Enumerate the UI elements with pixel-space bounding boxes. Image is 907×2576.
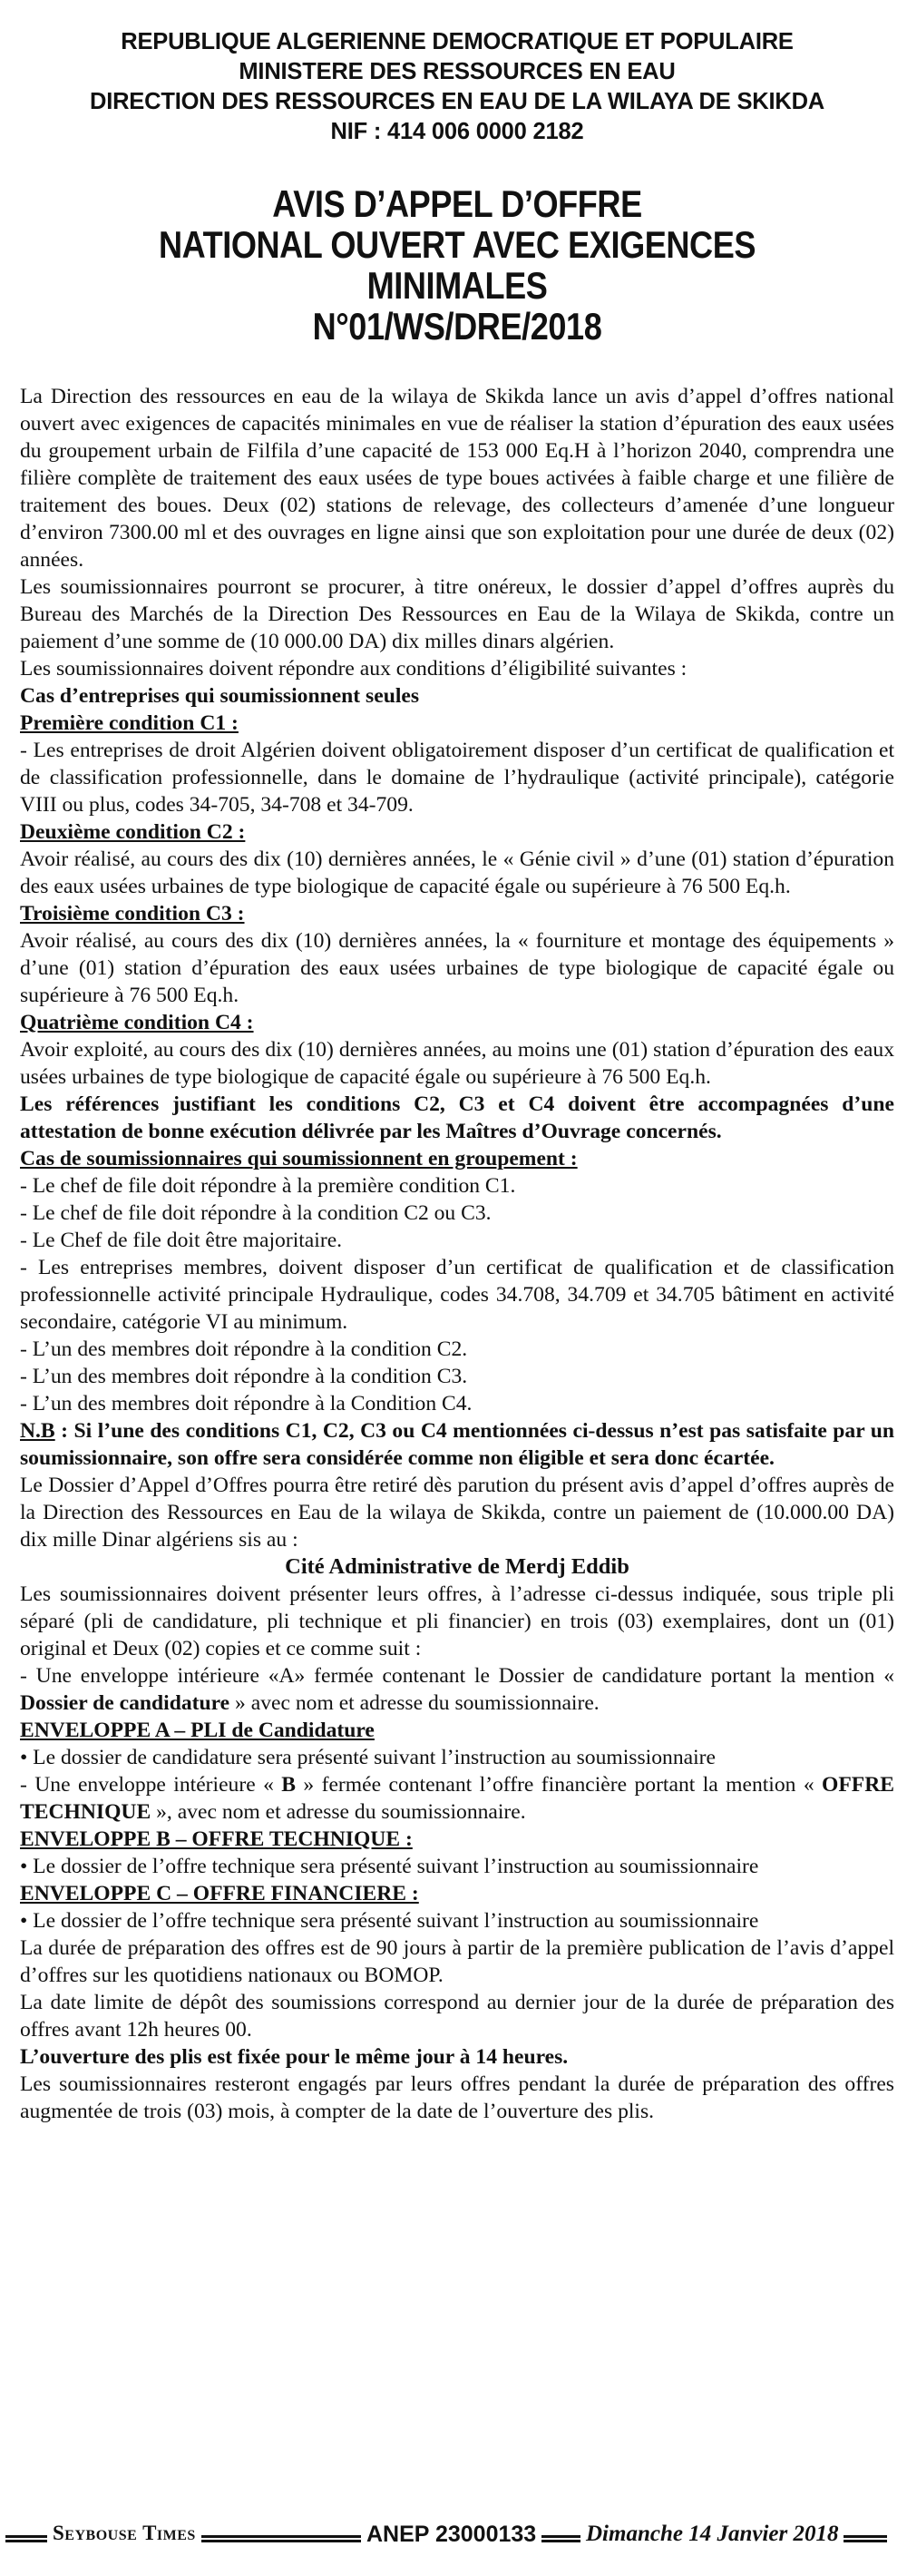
nb-paragraph bbox=[20, 1417, 894, 1472]
deadline-paragraph: La date limite de dépôt des soumissions correspond au dernier jour de la durée de préparation des offres avant 12h heures 00. bbox=[20, 1991, 894, 2042]
envelope-c-item: • Le dossier de l’offre technique sera présenté suivant l’instruction au soumissionnaire bbox=[20, 1909, 759, 1933]
envelope-a-intro-end: » avec nom et adresse du soumissionnaire. bbox=[229, 1691, 600, 1715]
notice-body bbox=[20, 383, 894, 2125]
duration-paragraph: La durée de préparation des offres est de 90 jours à partir de la première publication de l’avis d’appel d’offres sur les quotidiens nationaux ou BOMOP. bbox=[20, 1936, 894, 1987]
case-group-heading: Cas de soumissionnaires qui soumissionnent en groupement : bbox=[20, 1147, 578, 1170]
title-line-1: AVIS D’APPEL D’OFFRE bbox=[272, 182, 642, 225]
references-paragraph: Les références justifiant les conditions C2, C3 et C4 doivent être accompagnées d’une attestation de bonne exécution délivrée par les Maîtres d’Ouvrage concernés. bbox=[20, 1092, 894, 1143]
envelope-b-item: • Le dossier de l’offre technique sera présenté suivant l’instruction au soumissionnaire bbox=[20, 1855, 759, 1878]
group-item: - L’un des membres doit répondre à la condition C3. bbox=[20, 1365, 468, 1388]
envelope-a-item: • Le dossier de candidature sera présenté suivant l’instruction au soumissionnaire bbox=[20, 1746, 716, 1769]
address-line: Cité Administrative de Merdj Eddib bbox=[285, 1554, 629, 1579]
group-item: - L’un des membres doit répondre à la Condition C4. bbox=[20, 1392, 473, 1415]
eligibility-paragraph: Les soumissionnaires doivent répondre aux conditions d’éligibilité suivantes : bbox=[20, 657, 688, 681]
footer bbox=[0, 2513, 907, 2561]
title-line-2: NATIONAL OUVERT AVEC EXIGENCES MINIMALES bbox=[158, 223, 756, 307]
case-alone-heading: Cas d’entreprises qui soumissionnent seules bbox=[20, 684, 420, 708]
group-item: - L’un des membres doit répondre à la condition C2. bbox=[20, 1337, 468, 1361]
condition-c4-heading: Quatrième condition C4 : bbox=[20, 1011, 254, 1034]
envelope-a-heading: ENVELOPPE A – PLI de Candidature bbox=[20, 1719, 375, 1742]
header bbox=[20, 27, 894, 147]
publication-name: Seybouse Times bbox=[47, 2522, 201, 2545]
engagement-paragraph: Les soumissionnaires resteront engagés par leurs offres pendant la durée de préparation des offres augmentée de trois (03) mois, à compter de la date de l’ouverture des plis. bbox=[20, 2072, 894, 2123]
group-item: - Le chef de file doit répondre à la première condition C1. bbox=[20, 1174, 516, 1198]
envelope-b-intro bbox=[20, 1771, 894, 1826]
title-line-3: N°01/WS/DRE/2018 bbox=[312, 305, 602, 348]
republic-line: REPUBLIQUE ALGERIENNE DEMOCRATIQUE ET POPULAIRE bbox=[121, 29, 794, 54]
notice-title bbox=[81, 183, 833, 347]
publication-date: Dimanche 14 Janvier 2018 bbox=[580, 2522, 844, 2547]
withdrawal-paragraph: Le Dossier d’Appel d’Offres pourra être retiré dès parution du présent avis d’appel d’offres auprès de la Direction des Ressources en Eau de la wilaya de Skikda, contre un paiement de (10.000.00 DA) dix mille Dinar algériens sis au : bbox=[20, 1474, 894, 1552]
opening-paragraph: L’ouverture des plis est fixée pour le même jour à 14 heures. bbox=[20, 2045, 569, 2069]
envelope-b-intro-end: », avec nom et adresse du soumissionnaire. bbox=[151, 1800, 526, 1824]
dossier-candidature-label: Dossier de candidature bbox=[20, 1691, 230, 1715]
direction-line: DIRECTION DES RESSOURCES EN EAU DE LA WILAYA DE SKIKDA bbox=[89, 89, 825, 114]
acquire-paragraph: Les soumissionnaires pourront se procurer, à titre onéreux, le dossier d’appel d’offres auprès du Bureau des Marchés de la Direction Des Ressources en Eau de la Wilaya de Skikda, contre un paiement d’une somme de (10 000.00 DA) dix milles dinars algérien. bbox=[20, 575, 894, 653]
nb-text: : Si l’une des conditions C1, C2, C3 ou C4 mentionnées ci-dessus n’est pas satisfaite par un soumissionnaire, son offre sera considérée comme non éligible et sera donc écartée. bbox=[20, 1419, 894, 1470]
condition-c2-text: Avoir réalisé, au cours des dix (10) dernières années, le « Génie civil » d’une (01) station d’épuration des eaux usées urbaines de type biologique de capacité égale ou supérieure à 76 500 Eq.h. bbox=[20, 847, 894, 898]
condition-c4-text: Avoir exploité, au cours des dix (10) dernières années, au moins une (01) station d’épuration des eaux usées urbaines de type biologique de capacité égale ou supérieure à 76 500 Eq.h. bbox=[20, 1038, 894, 1089]
envelope-c-heading: ENVELOPPE C – OFFRE FINANCIERE : bbox=[20, 1882, 419, 1905]
ministry-line: MINISTERE DES RESSOURCES EN EAU bbox=[239, 59, 676, 84]
envelope-b-intro-mid: » fermée contenant l’offre financière portant la mention « bbox=[296, 1773, 823, 1797]
envelope-a-intro-text: - Une enveloppe intérieure «A» fermée contenant le Dossier de candidature portant la mention « bbox=[20, 1664, 894, 1688]
group-item: - Les entreprises membres, doivent disposer d’un certificat de qualification et de classification professionnelle activité principale Hydraulique, codes 34.708, 34.709 et 34.705 bâtiment en activité secondaire, catégorie VI au minimum. bbox=[20, 1256, 894, 1334]
present-paragraph: Les soumissionnaires doivent présenter leurs offres, à l’adresse ci-dessus indiquée, sous triple pli séparé (pli de candidature, pli technique et pli financier) en trois (03) exemplaires, dont un (01) original et Deux (02) copies et ce comme suit : bbox=[20, 1582, 894, 1660]
intro-paragraph: La Direction des ressources en eau de la wilaya de Skikda lance un avis d’appel d’offres national ouvert avec exigences de capacités minimales en vue de réaliser la station d’épuration des eaux usées du groupement urbain de Filfila d’une capacité de 153 000 Eq.H à l’horizon 2040, comprendra une filière complète de traitement des eaux usées de type boues activées à faible charge et une filière de traitement des boues. Deux (02) stations de relevage, des collecteurs d’amenée d’une longueur d’environ 7300.00 ml et des ouvrages en ligne ainsi que son exploitation pour une durée de deux (02) années. bbox=[20, 385, 894, 572]
group-item: - Le chef de file doit répondre à la condition C2 ou C3. bbox=[20, 1201, 492, 1225]
condition-c1-heading: Première condition C1 : bbox=[20, 711, 239, 735]
envelope-b-intro-text: - Une enveloppe intérieure « bbox=[20, 1773, 282, 1797]
nb-label: N.B bbox=[20, 1419, 55, 1443]
envelope-b-letter: B bbox=[281, 1773, 297, 1797]
envelope-b-heading: ENVELOPPE B – OFFRE TECHNIQUE : bbox=[20, 1827, 413, 1851]
condition-c3-heading: Troisième condition C3 : bbox=[20, 902, 245, 926]
condition-c2-heading: Deuxième condition C2 : bbox=[20, 820, 246, 844]
envelope-a-intro bbox=[20, 1662, 894, 1717]
condition-c1-text: - Les entreprises de droit Algérien doivent obligatoirement disposer d’un certificat de qualification et de classification professionnelle, dans le domaine de l’hydraulique (activité principale), catégorie VIII ou plus, codes 34-705, 34-708 et 34-709. bbox=[20, 739, 894, 817]
anep-number: ANEP 23000133 bbox=[361, 2522, 541, 2548]
condition-c3-text: Avoir réalisé, au cours des dix (10) dernières années, la « fourniture et montage des équipements » d’une (01) station d’épuration des eaux usées urbaines de type biologique de capacité égale ou supérieure à 76 500 Eq.h. bbox=[20, 929, 894, 1007]
group-item: - Le Chef de file doit être majoritaire. bbox=[20, 1229, 343, 1252]
offre-technique-label: OFFRE TECHNIQUE bbox=[20, 1773, 894, 1824]
nif-line: NIF : 414 006 0000 2182 bbox=[330, 119, 584, 144]
